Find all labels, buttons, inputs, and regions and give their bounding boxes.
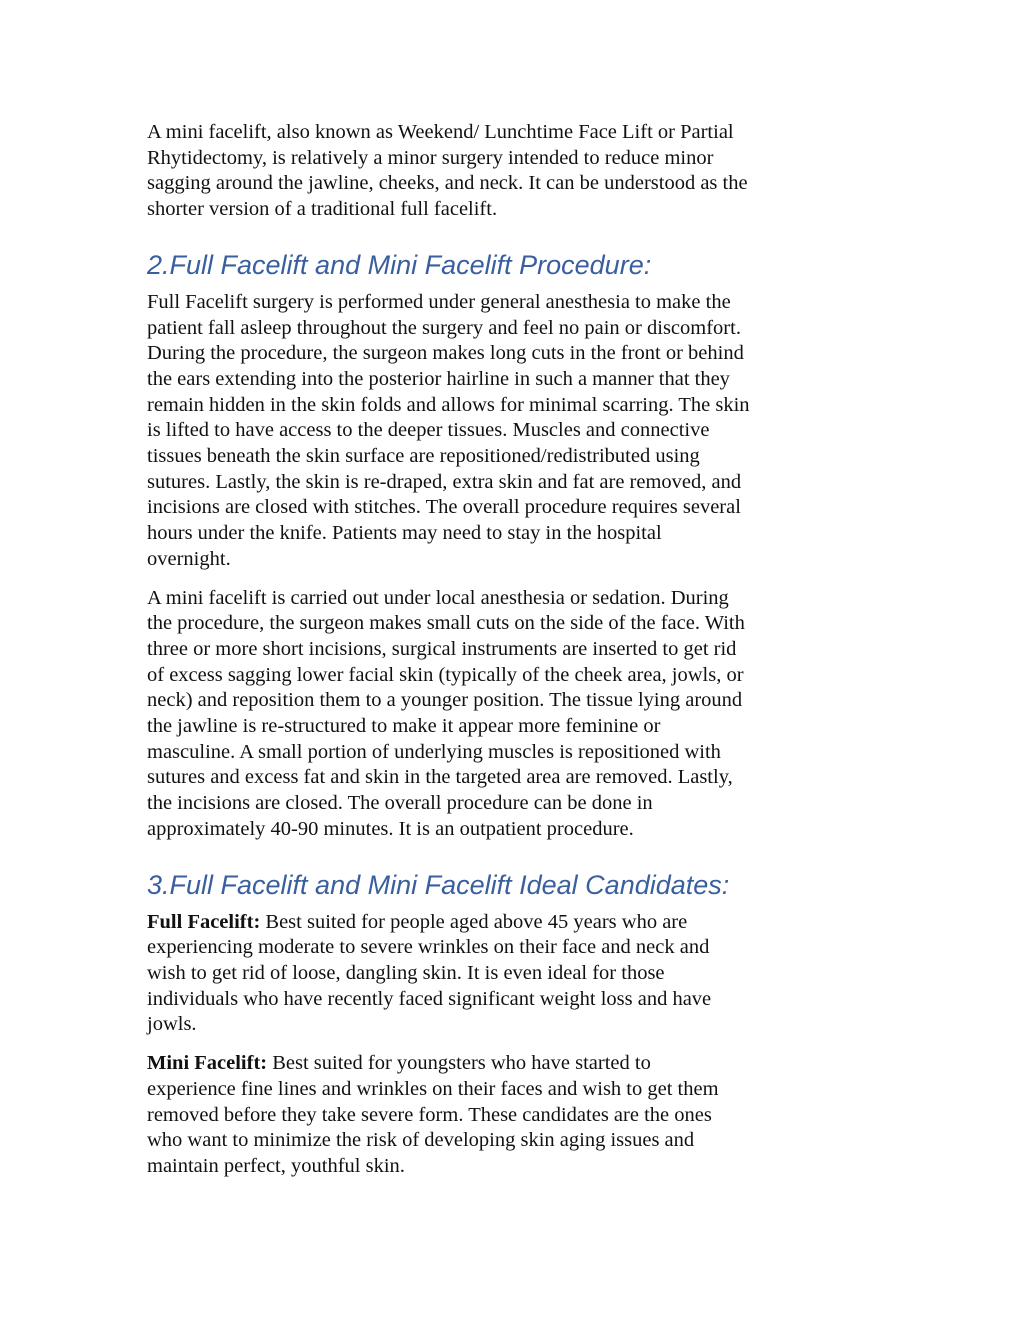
text-line: During the procedure, the surgeon makes long cuts in the front or behind xyxy=(147,342,744,365)
text-line: patient fall asleep throughout the surgery and feel no pain or discomfort. xyxy=(147,316,741,339)
text-line: removed before they take severe form. These candidates are the ones xyxy=(147,1103,712,1126)
text-line: sutures and excess fat and skin in the targeted area are removed. Lastly, xyxy=(147,766,733,789)
mini-facelift-label: Mini Facelift: xyxy=(147,1052,268,1075)
text-line: maintain perfect, youthful skin. xyxy=(147,1154,405,1177)
text-line: A mini facelift is carried out under local anesthesia or sedation. During xyxy=(147,586,729,609)
text-line: the ears extending into the posterior hairline in such a manner that they xyxy=(147,367,730,390)
text-line: experience fine lines and wrinkles on their faces and wish to get them xyxy=(147,1077,719,1100)
text-line: remain hidden in the skin folds and allows for minimal scarring. The skin xyxy=(147,393,750,416)
full-facelift-candidates-paragraph xyxy=(147,910,887,1039)
text-line: tissues beneath the skin surface are repositioned/redistributed using xyxy=(147,445,700,468)
text-line: experiencing moderate to severe wrinkles on their face and neck and xyxy=(147,936,710,959)
document-page xyxy=(147,120,887,1180)
text-line: of excess sagging lower facial skin (typically of the cheek area, jowls, or xyxy=(147,663,744,686)
section-3-heading: 3.Full Facelift and Mini Facelift Ideal Candidates: xyxy=(147,869,730,900)
text-line xyxy=(147,910,887,936)
mini-facelift-procedure-paragraph xyxy=(147,586,887,843)
text-line: three or more short incisions, surgical instruments are inserted to get rid xyxy=(147,637,737,660)
text-line: masculine. A small portion of underlying muscles is repositioned with xyxy=(147,740,721,763)
text-line: neck) and reposition them to a younger position. The tissue lying around xyxy=(147,689,743,712)
text-line: the procedure, the surgeon makes small cuts on the side of the face. With xyxy=(147,612,745,635)
text-line: individuals who have recently faced significant weight loss and have xyxy=(147,987,712,1010)
text-line: who want to minimize the risk of developing skin aging issues and xyxy=(147,1129,695,1152)
intro-paragraph xyxy=(147,120,887,223)
text-line: hours under the knife. Patients may need to stay in the hospital xyxy=(147,522,662,545)
text-line: wish to get rid of loose, dangling skin. It is even ideal for those xyxy=(147,961,665,984)
text-line: incisions are closed with stitches. The overall procedure requires several xyxy=(147,496,741,519)
text-line: A mini facelift, also known as Weekend/ Lunchtime Face Lift or Partial xyxy=(147,121,734,143)
text-run: Best suited for people aged above 45 years who are xyxy=(260,910,688,933)
text-line xyxy=(147,1051,887,1077)
text-line: jowls. xyxy=(147,1013,197,1036)
mini-facelift-candidates-paragraph xyxy=(147,1051,887,1180)
text-line: is lifted to have access to the deeper tissues. Muscles and connective xyxy=(147,419,710,442)
text-line: overnight. xyxy=(147,547,231,570)
full-facelift-label: Full Facelift: xyxy=(147,910,261,933)
section-2-heading: 2.Full Facelift and Mini Facelift Procedure: xyxy=(147,249,652,280)
text-run: Best suited for youngsters who have started to xyxy=(267,1052,651,1075)
full-facelift-procedure-paragraph xyxy=(147,290,887,573)
text-line: the jawline is re-structured to make it appear more feminine or xyxy=(147,715,661,738)
text-line: the incisions are closed. The overall procedure can be done in xyxy=(147,792,653,815)
text-line: approximately 40-90 minutes. It is an outpatient procedure. xyxy=(147,817,634,840)
text-line: Full Facelift surgery is performed under general anesthesia to make the xyxy=(147,290,731,313)
text-line: shorter version of a traditional full facelift. xyxy=(147,198,498,221)
text-line: Rhytidectomy, is relatively a minor surgery intended to reduce minor xyxy=(147,146,714,169)
text-line: sagging around the jawline, cheeks, and neck. It can be understood as the xyxy=(147,172,748,195)
text-line: sutures. Lastly, the skin is re-draped, extra skin and fat are removed, and xyxy=(147,470,742,493)
